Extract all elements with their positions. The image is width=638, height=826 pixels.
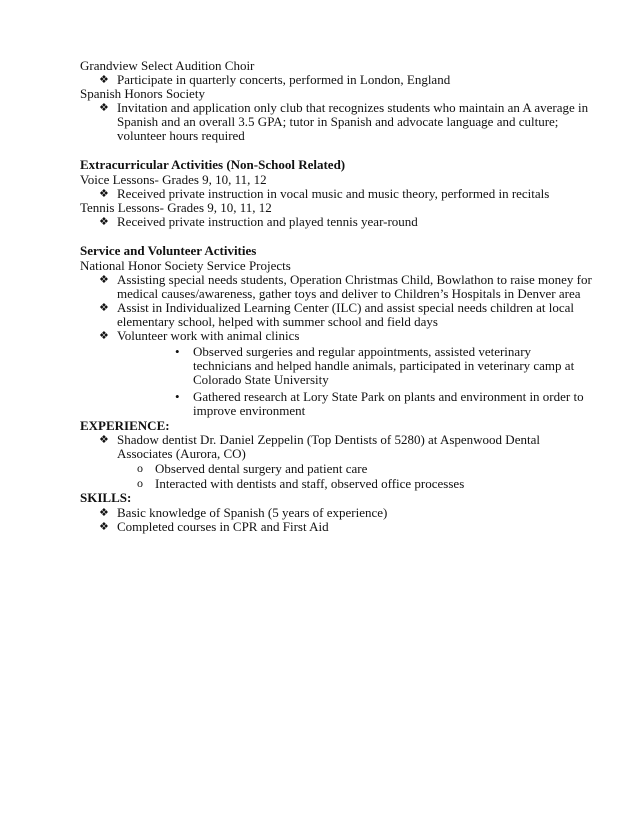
diamond-bullet-icon: ❖ bbox=[99, 507, 109, 519]
round-bullet-icon: • bbox=[175, 344, 180, 359]
extracurricular-heading: Extracurricular Activities (Non-School Related) bbox=[80, 157, 346, 172]
tennis-title: Tennis Lessons- Grades 9, 10, 11, 12 bbox=[80, 200, 272, 215]
service-sub-line: Colorado State University bbox=[193, 372, 329, 387]
experience-sub-line: Interacted with dentists and staff, observed office processes bbox=[155, 476, 465, 491]
voice-title: Voice Lessons- Grades 9, 10, 11, 12 bbox=[80, 172, 267, 187]
experience-heading: EXPERIENCE: bbox=[80, 418, 170, 433]
service-bullet-line: medical causes/awareness, gather toys and deliver to Children’s Hospitals in Denver area bbox=[117, 286, 581, 301]
circle-bullet-icon: o bbox=[137, 461, 143, 475]
spanish-bullet-line: Invitation and application only club that recognizes students who maintain an A average in bbox=[117, 100, 589, 115]
diamond-bullet-icon: ❖ bbox=[99, 102, 109, 114]
circle-bullet-icon: o bbox=[137, 476, 143, 490]
spanish-title: Spanish Honors Society bbox=[80, 86, 205, 101]
service-bullet-line: Volunteer work with animal clinics bbox=[117, 328, 300, 343]
skills-bullet: Completed courses in CPR and First Aid bbox=[117, 519, 329, 534]
experience-bullet-line: Associates (Aurora, CO) bbox=[117, 446, 246, 461]
spanish-bullet-line: Spanish and an overall 3.5 GPA; tutor in Spanish and advocate language and culture; bbox=[117, 114, 559, 129]
service-sub-line: improve environment bbox=[193, 403, 306, 418]
service-heading: Service and Volunteer Activities bbox=[80, 243, 257, 258]
skills-bullet: Basic knowledge of Spanish (5 years of experience) bbox=[117, 505, 388, 520]
diamond-bullet-icon: ❖ bbox=[99, 274, 109, 286]
diamond-bullet-icon: ❖ bbox=[99, 434, 109, 446]
service-bullet-line: Assist in Individualized Learning Center (ILC) and assist special needs children at local bbox=[117, 300, 575, 315]
voice-bullet: Received private instruction in vocal music and music theory, performed in recitals bbox=[117, 186, 550, 201]
diamond-bullet-icon: ❖ bbox=[99, 74, 109, 86]
nhs-title: National Honor Society Service Projects bbox=[80, 258, 291, 273]
service-bullet-line: Assisting special needs students, Operation Christmas Child, Bowlathon to raise money for bbox=[117, 272, 592, 287]
diamond-bullet-icon: ❖ bbox=[99, 330, 109, 342]
service-sub-line: Gathered research at Lory State Park on plants and environment in order to bbox=[193, 389, 584, 404]
diamond-bullet-icon: ❖ bbox=[99, 216, 109, 228]
round-bullet-icon: • bbox=[175, 389, 180, 404]
experience-bullet-line: Shadow dentist Dr. Daniel Zeppelin (Top Dentists of 5280) at Aspenwood Dental bbox=[117, 432, 540, 447]
experience-sub-line: Observed dental surgery and patient care bbox=[155, 461, 368, 476]
tennis-bullet: Received private instruction and played tennis year-round bbox=[117, 214, 418, 229]
service-sub-line: technicians and helped handle animals, participated in veterinary camp at bbox=[193, 358, 575, 373]
choir-bullet: Participate in quarterly concerts, performed in London, England bbox=[117, 72, 451, 87]
service-sub-line: Observed surgeries and regular appointments, assisted veterinary bbox=[193, 344, 532, 359]
diamond-bullet-icon: ❖ bbox=[99, 188, 109, 200]
choir-title: Grandview Select Audition Choir bbox=[80, 58, 255, 73]
skills-heading: SKILLS: bbox=[80, 490, 132, 505]
diamond-bullet-icon: ❖ bbox=[99, 521, 109, 533]
service-bullet-line: elementary school, helped with summer school and field days bbox=[117, 314, 438, 329]
diamond-bullet-icon: ❖ bbox=[99, 302, 109, 314]
spanish-bullet-line: volunteer hours required bbox=[117, 128, 245, 143]
